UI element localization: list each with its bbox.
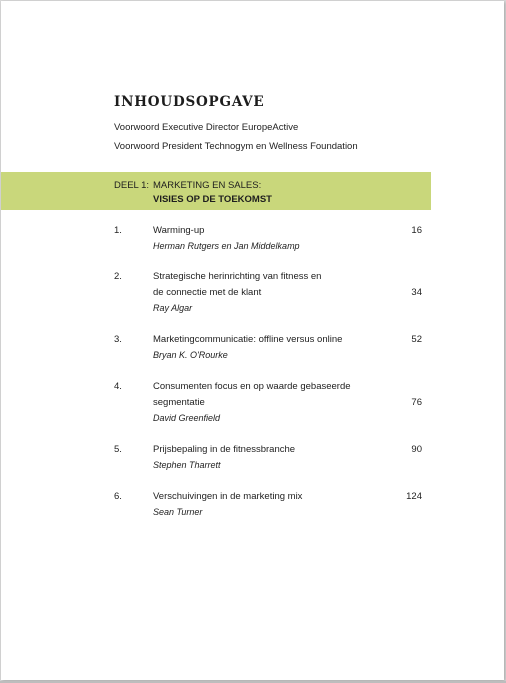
- entry-page-number: 124: [406, 491, 422, 502]
- section-title-line2: VISIES OP DE TOEKOMST: [153, 194, 272, 205]
- entry-author: Sean Turner: [153, 507, 203, 517]
- entry-page-number: 52: [411, 334, 422, 345]
- entry-title-line: Verschuivingen in de marketing mix: [153, 491, 303, 502]
- entry-page-number: 76: [411, 397, 422, 408]
- entry-title-line: Consumenten focus en op waarde gebaseerde: [153, 381, 351, 392]
- entry-page-number: 16: [411, 225, 422, 236]
- entry-title-line: Warming-up: [153, 225, 205, 236]
- entry-title-line: Prijsbepaling in de fitnessbranche: [153, 444, 296, 455]
- entry-title-line: de connectie met de klant: [153, 287, 262, 298]
- document-page: [1, 1, 504, 680]
- entry-title-line: Strategische herinrichting van fitness en: [153, 271, 322, 282]
- entry-author: Bryan K. O'Rourke: [153, 350, 228, 360]
- entry-page-number: 90: [411, 444, 422, 455]
- entry-number: 3.: [114, 334, 122, 345]
- section-title-line1: MARKETING EN SALES:: [153, 180, 262, 191]
- entry-number: 4.: [114, 381, 122, 392]
- page-title: INHOUDSOPGAVE: [114, 94, 265, 110]
- entry-number: 5.: [114, 444, 122, 455]
- section-band: [1, 172, 431, 210]
- entry-number: 2.: [114, 271, 122, 282]
- entry-author: Stephen Tharrett: [153, 460, 221, 470]
- foreword-executive-director: Voorwoord Executive Director EuropeActive: [114, 122, 299, 133]
- entry-number: 6.: [114, 491, 122, 502]
- entry-author: David Greenfield: [153, 413, 221, 423]
- section-label: DEEL 1:: [114, 180, 150, 191]
- entry-number: 1.: [114, 225, 122, 236]
- entry-title-line: segmentatie: [153, 397, 205, 408]
- foreword-president: Voorwoord President Technogym en Wellness Foundation: [114, 141, 358, 152]
- entry-page-number: 34: [411, 287, 422, 298]
- entry-author: Herman Rutgers en Jan Middelkamp: [153, 241, 300, 251]
- entry-author: Ray Algar: [153, 303, 193, 313]
- entry-title-line: Marketingcommunicatie: offline versus online: [153, 334, 343, 345]
